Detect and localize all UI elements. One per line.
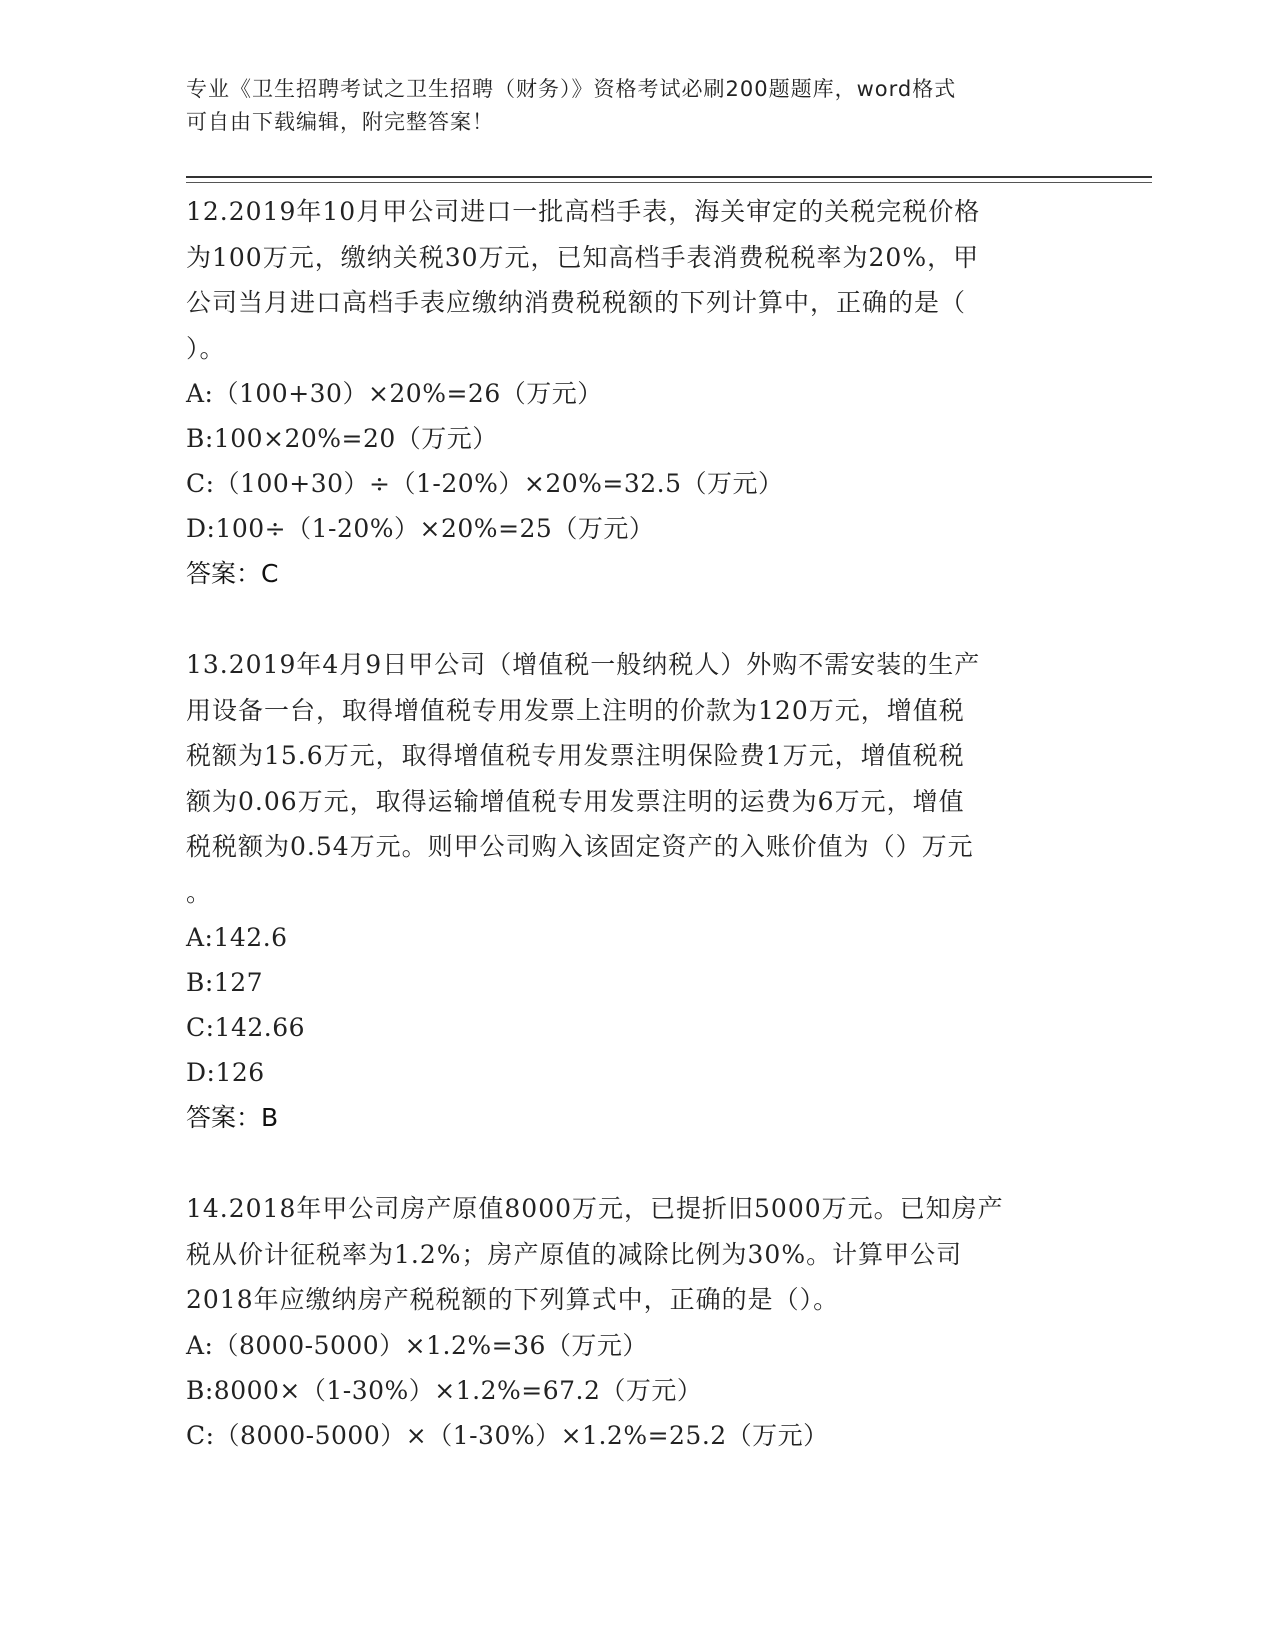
option-a: A:（8000-5000）×1.2%=36（万元）: [186, 1330, 648, 1360]
option-c: C:（8000-5000）×（1-30%）×1.2%=25.2（万元）: [186, 1420, 829, 1450]
option-c: C:142.66: [186, 1013, 306, 1042]
question-stem-line: 税额为15.6万元，取得增值税专用发票注明保险费1万元，增值税税: [186, 741, 965, 770]
header-title-line-2: 可自由下载编辑，附完整答案！: [186, 110, 494, 134]
question-stem-line: 税税额为0.54万元。则甲公司购入该固定资产的入账价值为（）万元: [186, 832, 974, 861]
question-stem-line: 12.2019年10月甲公司进口一批高档手表，海关审定的关税完税价格: [186, 197, 981, 226]
option-a: A:142.6: [186, 923, 288, 952]
question-stem-line: 税从价计征税率为1.2%；房产原值的减除比例为30%。计算甲公司: [186, 1239, 963, 1269]
answer-line: 答案：B: [186, 1103, 279, 1132]
header-divider: [186, 176, 1152, 178]
question-stem-line: 公司当月进口高档手表应缴纳消费税税额的下列计算中，正确的是（: [186, 288, 967, 317]
option-d: D:126: [186, 1058, 265, 1087]
question-spacer: [186, 1141, 1076, 1186]
option-b: B:127: [186, 968, 264, 997]
document-header: [186, 73, 1066, 139]
question-block: [186, 1186, 1076, 1458]
question-stem-line: 。: [186, 877, 213, 907]
question-list: [186, 189, 1076, 1458]
question-stem-line: ）。: [186, 333, 226, 363]
question-stem-line: 额为0.06万元，取得运输增值税专用发票注明的运费为6万元，增值: [186, 786, 965, 816]
option-a: A:（100+30）×20%=26（万元）: [186, 379, 603, 408]
header-divider-thin: [186, 182, 1152, 183]
question-stem-line: 为100万元，缴纳关税30万元，已知高档手表消费税税率为20%，甲: [186, 242, 980, 272]
question-stem-line: 14.2018年甲公司房产原值8000万元，已提折旧5000万元。已知房产: [186, 1194, 1004, 1223]
question-block: [186, 642, 1076, 1141]
question-block: [186, 189, 1076, 597]
question-stem-line: 13.2019年4月9日甲公司（增值税一般纳税人）外购不需安装的生产: [186, 650, 981, 679]
option-b: B:100×20%=20（万元）: [186, 424, 498, 453]
question-stem-line: 2018年应缴纳房产税税额的下列算式中，正确的是（）。: [186, 1285, 840, 1314]
header-title-line-1: 专业《卫生招聘考试之卫生招聘（财务）》资格考试必刷200题题库，word格式: [186, 77, 957, 101]
option-b: B:8000×（1-30%）×1.2%=67.2（万元）: [186, 1375, 703, 1405]
option-d: D:100÷（1-20%）×20%=25（万元）: [186, 514, 655, 543]
question-stem-line: 用设备一台，取得增值税专用发票上注明的价款为120万元，增值税: [186, 695, 965, 725]
answer-line: 答案：C: [186, 559, 279, 588]
question-spacer: [186, 597, 1076, 642]
option-c: C:（100+30）÷（1-20%）×20%=32.5（万元）: [186, 469, 784, 498]
